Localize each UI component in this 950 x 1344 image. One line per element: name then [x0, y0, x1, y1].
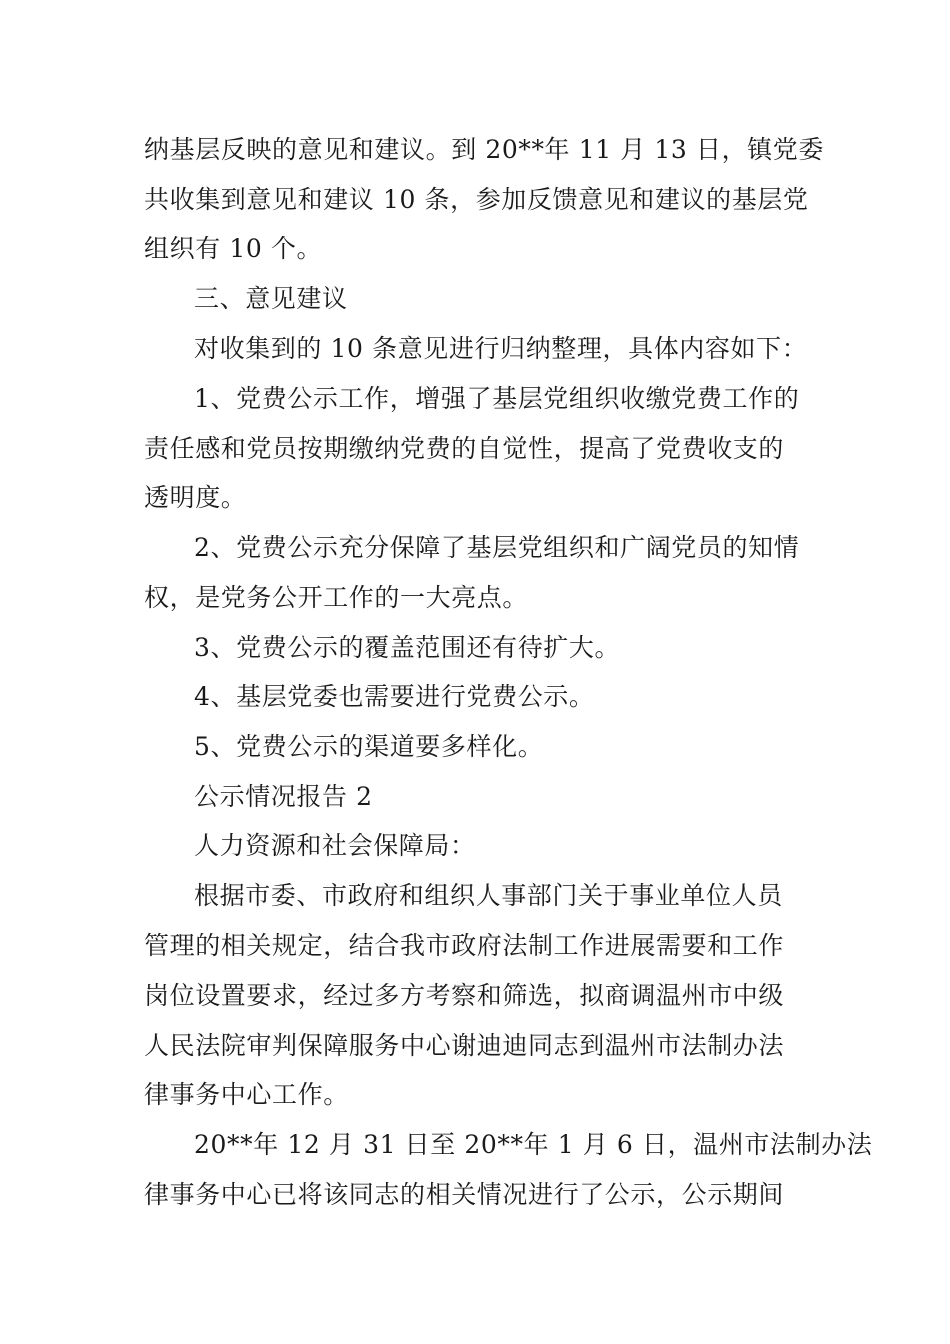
text-line: 共收集到意见和建议 10 条，参加反馈意见和建议的基层党: [144, 185, 809, 214]
list-item: 2、党费公示充分保障了基层党组织和广阔党员的知情: [194, 533, 800, 562]
salutation: 人力资源和社会保障局：: [194, 831, 476, 860]
list-item: 1、党费公示工作，增强了基层党组织收缴党费工作的: [194, 384, 800, 413]
list-item: 3、党费公示的覆盖范围还有待扩大。: [194, 633, 621, 662]
text-line: 管理的相关规定，结合我市政府法制工作进展需要和工作: [144, 931, 785, 960]
text-line: 组织有 10 个。: [144, 234, 323, 263]
list-item: 5、党费公示的渠道要多样化。: [194, 732, 544, 761]
text-line: 权，是党务公开工作的一大亮点。: [144, 583, 529, 612]
text-line: 根据市委、市政府和组织人事部门关于事业单位人员: [194, 881, 783, 910]
text-line: 人民法院审判保障服务中心谢迪迪同志到温州市法制办法: [144, 1031, 785, 1060]
list-item: 4、基层党委也需要进行党费公示。: [194, 682, 595, 711]
text-line: 律事务中心工作。: [144, 1080, 349, 1109]
report-title: 公示情况报告 2: [194, 782, 373, 811]
text-line: 纳基层反映的意见和建议。到 20**年 11 月 13 日，镇党委: [144, 135, 824, 164]
text-line: 责任感和党员按期缴纳党费的自觉性，提高了党费收支的: [144, 434, 785, 463]
text-line: 律事务中心已将该同志的相关情况进行了公示，公示期间: [144, 1180, 785, 1209]
text-line: 岗位设置要求，经过多方考察和筛选，拟商调温州市中级: [144, 981, 785, 1010]
text-line: 20**年 12 月 31 日至 20**年 1 月 6 日，温州市法制办法: [194, 1130, 873, 1159]
section-heading: 三、意见建议: [194, 284, 348, 313]
text-line: 对收集到的 10 条意见进行归纳整理，具体内容如下：: [194, 334, 808, 363]
text-line: 透明度。: [144, 483, 247, 512]
